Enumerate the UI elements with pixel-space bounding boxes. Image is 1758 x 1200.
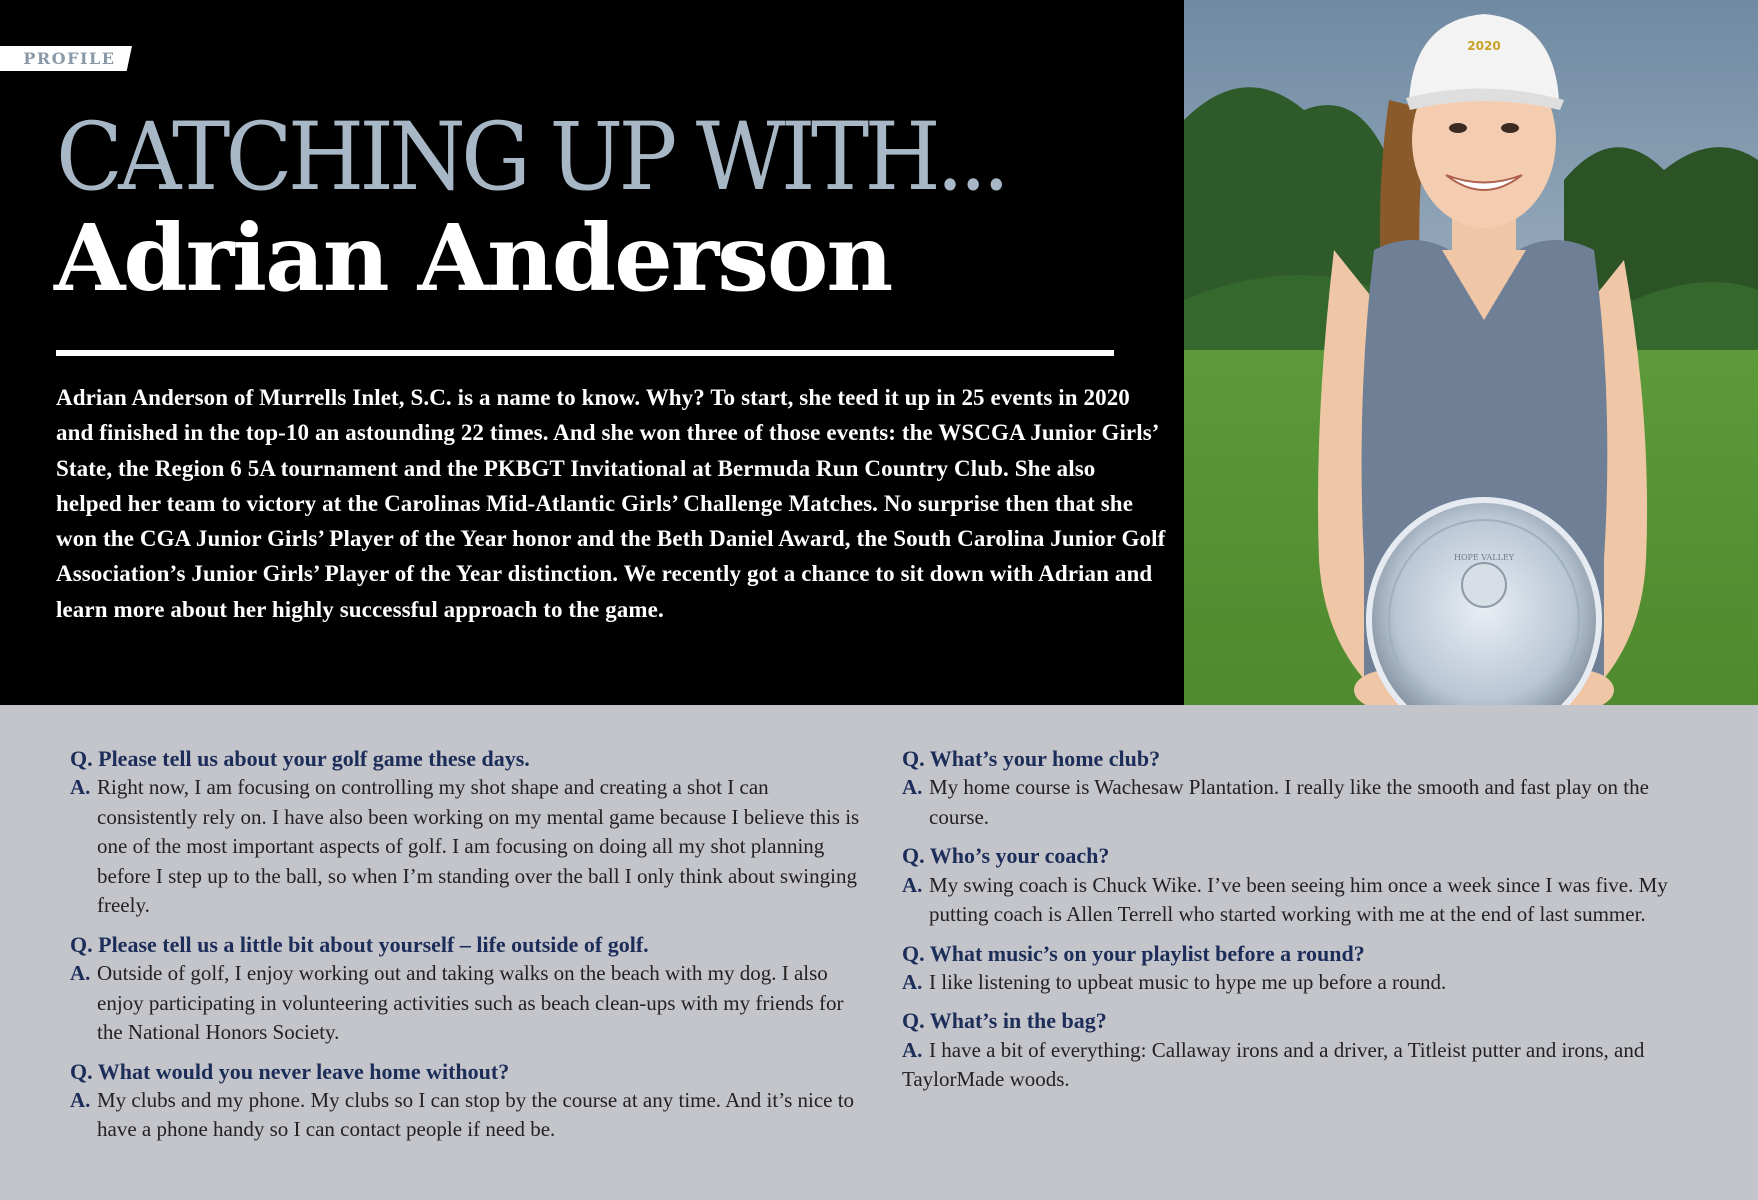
question-text: Please tell us about your golf game these days. (98, 746, 530, 771)
photo-illustration (1184, 0, 1758, 705)
answer-marker: A. (70, 775, 91, 800)
qa-item (902, 744, 1692, 832)
answer (902, 1036, 1692, 1095)
section-tag (0, 46, 132, 71)
answer-marker: A. (70, 1087, 91, 1112)
question-text: What’s your home club? (929, 746, 1161, 771)
answer-marker: A. (902, 775, 923, 800)
qa-item (902, 841, 1692, 929)
answer-text: I have a bit of everything: Callaway irons and a driver, a Titleist putter and irons, and TaylorMade woods. (902, 1037, 1645, 1092)
question (902, 744, 1692, 773)
qa-column-left (70, 744, 860, 1154)
question (902, 841, 1692, 870)
question (70, 744, 860, 773)
intro-paragraph: Adrian Anderson of Murrells Inlet, S.C. is a name to know. Why? To start, she teed it up in 25 events in 2020 and finished in the top-10 an astounding 22 times. And she won three of those events: the WSCGA Junior Girls’ State, the Region 6 5A tournament and the PKBGT Invitational at Bermuda Run Country Club. She also helped her team to victory at the Carolinas Mid-Atlantic Girls’ Challenge Matches. No surprise then that she won the CGA Junior Girls’ Player of the Year honor and the Beth Daniel Award, the South Carolina Junior Golf Association’s Junior Girls’ Player of the Year distinction. We recently got a chance to sit down with Adrian and learn more about her highly successful approach to the game. (56, 385, 1166, 622)
answer-text: My home course is Wachesaw Plantation. I really like the smooth and fast play on the course. (929, 775, 1649, 829)
question (902, 939, 1692, 968)
answer (902, 968, 1692, 998)
header-band (0, 0, 1184, 705)
headline-name: Adrian Anderson (54, 204, 892, 312)
answer-marker: A. (902, 1037, 923, 1062)
question-text: Please tell us a little bit about yourself – life outside of golf. (98, 931, 649, 957)
plate-text: HOPE VALLEY (1453, 553, 1515, 562)
question-marker: Q. (70, 931, 93, 957)
question (902, 1006, 1692, 1035)
profile-photo (1184, 0, 1758, 705)
question-marker: Q. (70, 1058, 93, 1084)
question-marker: Q. (70, 746, 93, 771)
qa-item (70, 1057, 860, 1145)
answer-text: Right now, I am focusing on controlling my shot shape and creating a shot I can consistently rely on. I have also been working on my mental game because I believe this is one of the most important aspects of golf. I am focusing on doing all my shot planning before I step up to the ball, so when I’m standing over the ball I only think about swinging freely. (97, 775, 860, 918)
section-tag-label: PROFILE (23, 49, 116, 68)
question (70, 930, 860, 959)
qa-column-right (902, 744, 1692, 1104)
question-marker: Q. (902, 746, 925, 771)
answer-marker: A. (70, 961, 91, 986)
headline-rule (56, 350, 1114, 356)
question-marker: Q. (902, 1008, 925, 1034)
answer-marker: A. (902, 969, 923, 994)
qa-item (70, 930, 860, 1048)
answer (70, 1086, 860, 1145)
question-text: Who’s your coach? (929, 843, 1110, 869)
answer-marker: A. (902, 872, 923, 897)
answer (70, 773, 860, 921)
question (70, 1057, 860, 1086)
answer-text: My clubs and my phone. My clubs so I can stop by the course at any time. And it’s nice to have a phone handy so I can contact people if need be. (97, 1087, 855, 1142)
question-text: What’s in the bag? (929, 1008, 1107, 1034)
question-marker: Q. (902, 940, 925, 966)
answer-text: I like listening to upbeat music to hype me up before a round. (929, 969, 1447, 994)
qa-item (902, 1006, 1692, 1094)
question-text: What would you never leave home without? (97, 1058, 510, 1084)
answer (70, 959, 860, 1048)
answer (902, 871, 1692, 930)
qa-item (70, 744, 860, 921)
answer (902, 773, 1692, 832)
answer-text: My swing coach is Chuck Wike. I’ve been seeing him once a week since I was five. My putting coach is Allen Terrell who started working with me at the end of last summer. (929, 872, 1668, 927)
answer-text: Outside of golf, I enjoy working out and taking walks on the beach with my dog. I also enjoy participating in volunteering activities such as beach clean-ups with my friends for the National Honors Society. (97, 961, 844, 1045)
question-marker: Q. (902, 843, 925, 869)
headline-kicker: CATCHING UP WITH... (56, 103, 1006, 212)
question-text: What music’s on your playlist before a round? (929, 940, 1365, 966)
cap-text: 2020 (1467, 39, 1501, 53)
qa-item (902, 939, 1692, 998)
